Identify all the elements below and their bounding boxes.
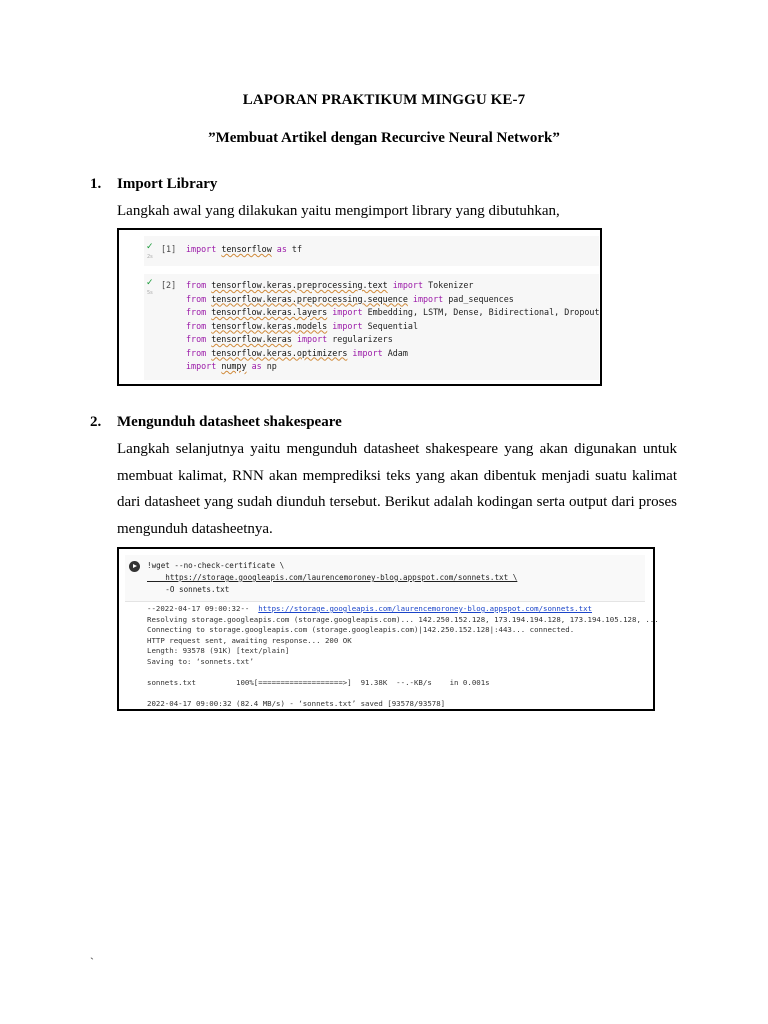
section-2-heading — [90, 414, 342, 431]
code-line: import tensorflow as tf — [186, 244, 303, 254]
section-1-heading — [90, 176, 217, 193]
page-title: LAPORAN PRAKTIKUM MINGGU KE-7 — [242, 92, 526, 108]
output-line: --2022-04-17 09:00:32-- https://storage.googleapis.com/laurencemoroney-blog.appspot.com/sonnets.txt — [147, 604, 592, 613]
output-line: Resolving storage.googleapis.com (storage.googleapis.com)... 142.250.152.128, 173.194.194.128, 173.194.105.128, ... — [147, 614, 659, 624]
code-line: from tensorflow.keras import regularizers — [186, 334, 393, 344]
code-line: from tensorflow.keras.optimizers import Adam — [186, 347, 408, 358]
command-line: https://storage.googleapis.com/laurencemoroney-blog.appspot.com/sonnets.txt \ — [147, 573, 518, 582]
section-1-title: Import Library — [117, 176, 218, 192]
output-line: Saving to: ‘sonnets.txt’ — [147, 656, 254, 666]
section-1-number: 1. — [90, 176, 102, 192]
output-line: Connecting to storage.googleapis.com (storage.googleapis.com)|142.250.152.128|:443... connected. — [147, 625, 575, 634]
cell-prompt: [1] — [161, 244, 177, 254]
page-subtitle: ”Membuat Artikel dengan Recurcive Neural Network” — [208, 130, 560, 146]
section-1-paragraph: Langkah awal yang dilakukan yaitu mengimport library yang dibutuhkan, — [117, 203, 560, 219]
output-line: Length: 93578 (91K) [text/plain] — [147, 646, 290, 655]
check-icon: ✓ — [146, 242, 154, 252]
section-2-paragraph: Langkah selanjutnya yaitu mengunduh datasheet shakespeare yang akan digunakan untuk membuat kalimat, RNN akan memprediksi teks yang akan dibentuk menjadi suatu kalimat dari datasheet yang sudah diunduh tersebut. Berikut adalah kodingan serta output dari proses mengunduh datasheetnya. — [117, 441, 677, 537]
output-line: HTTP request sent, awaiting response... 200 OK — [147, 635, 352, 645]
code-screenshot-import — [117, 228, 602, 386]
exec-time: 2s — [147, 254, 153, 260]
section-2-number: 2. — [90, 414, 102, 430]
output-line: sonnets.txt 100%[===================>] 91.38K --.-KB/s in 0.001s — [147, 677, 490, 687]
check-icon: ✓ — [146, 278, 154, 288]
code-line: from tensorflow.keras.layers import Embedding, LSTM, Dense, Bidirectional, Dropout — [186, 307, 600, 317]
output-divider — [125, 601, 645, 602]
code-line: from tensorflow.keras.preprocessing.text import Tokenizer — [186, 280, 474, 290]
download-link[interactable]: https://storage.googleapis.com/laurencemoroney-blog.appspot.com/sonnets.txt — [258, 604, 592, 613]
run-cell-icon[interactable] — [129, 561, 140, 572]
code-line: from tensorflow.keras.models import Sequential — [186, 320, 418, 331]
code-line: from tensorflow.keras.preprocessing.sequence import pad_sequences — [186, 293, 514, 304]
code-line: import numpy as np — [186, 361, 277, 371]
code-screenshot-wget — [117, 547, 659, 711]
stray-mark: ` — [90, 955, 94, 969]
exec-time: 5s — [147, 290, 153, 296]
command-line: !wget --no-check-certificate \ — [147, 561, 285, 570]
section-2-title: Mengunduh datasheet shakespeare — [117, 414, 342, 430]
command-line: -O sonnets.txt — [147, 585, 230, 594]
cell-prompt: [2] — [161, 280, 177, 290]
output-line: 2022-04-17 09:00:32 (82.4 MB/s) - ‘sonnets.txt’ saved [93578/93578] — [147, 698, 446, 708]
